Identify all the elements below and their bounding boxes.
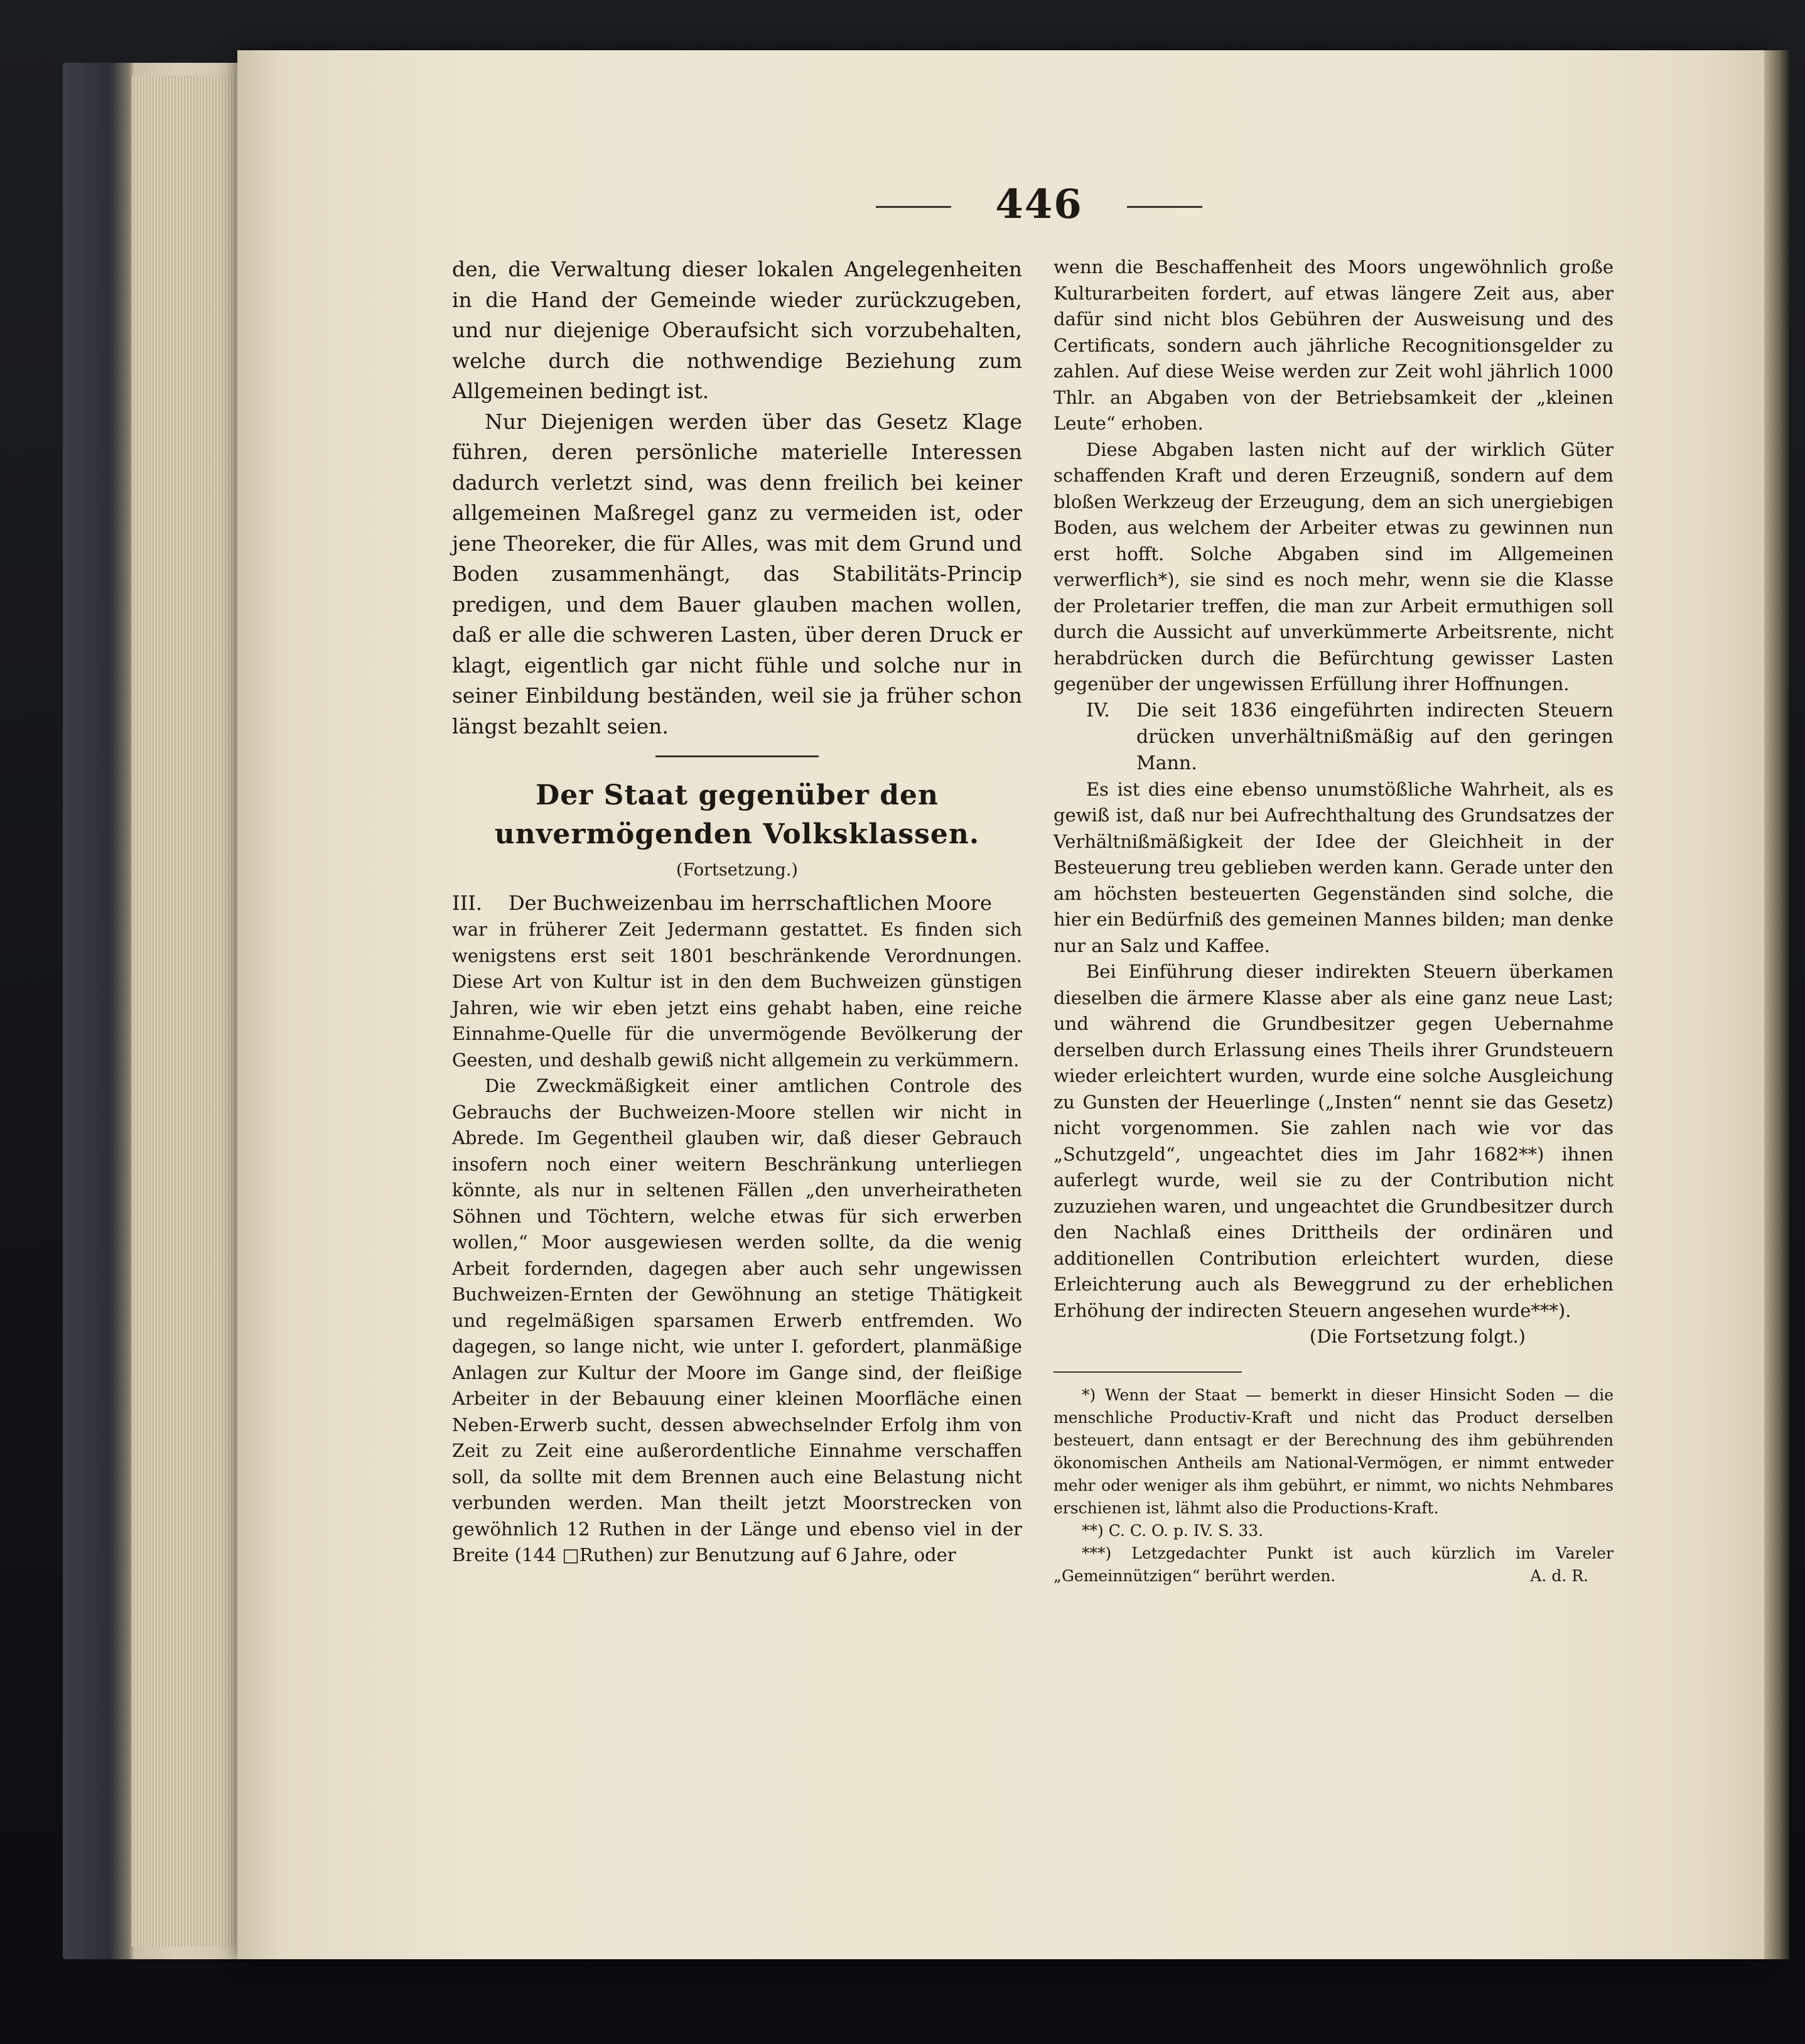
continuation-note: (Die Fortsetzung folgt.) bbox=[1309, 1326, 1526, 1347]
paragraph: wenn die Beschaffenheit des Moors ungewöhnlich große Kulturarbeiten fordert, auf etwas längere Zeit aus, aber dafür sind nicht blos Gebühren der Ausweisung und des Certificats, sondern auch jährliche Recognitionsgelder zu zahlen. Auf diese Weise werden zur Zeit wohl jährlich 1000 Thlr. an Abgaben von der Betriebsamkeit der „kleinen Leute“ erhoben. bbox=[1053, 256, 1614, 434]
page-number: 446 bbox=[995, 181, 1083, 228]
footnote: **) C. C. O. p. IV. S. 33. bbox=[1082, 1521, 1264, 1540]
section-separator bbox=[655, 755, 819, 757]
book-right-edge bbox=[1764, 50, 1789, 1959]
intro-text bbox=[452, 254, 1022, 742]
footnote bbox=[1053, 1542, 1614, 1587]
paragraph: Diese Abgaben lasten nicht auf der wirklich Güter schaffenden Kraft und deren Erzeugniß, sondern auf dem bloßen Werkzeug der Erzeugung, dem an sich unergiebigen Boden, aus welchem der Arbeiter etwas zu gewinnen nun erst hofft. Solche Abgaben sind im Allgemeinen verwerflich*), sie sind es noch mehr, wenn sie die Klasse der Proletarier treffen, die man zur Arbeit ermuthigen soll durch die Aussicht auf unverkümmerte Arbeitsrente, nicht herabdrücken durch die Befürchtung gewisser Lasten gegenüber der ungewissen Erfüllung ihrer Hoffnungen. bbox=[1053, 438, 1614, 695]
paragraph: Die Zweckmäßigkeit einer amtlichen Controle des Gebrauchs der Buchweizen-Moore stellen wir nicht in Abrede. Im Gegentheil glauben wir, daß dieser Gebrauch insofern noch einer weitern Beschränkung unterliegen könnte, als nur in seltenen Fällen „den unverheiratheten Söhnen und Töchtern, welche etwas für sich erwerben wollen,“ Moor ausgewiesen werden sollte, da die wenig Arbeit fordernden, dagegen aber auch sehr ungewissen Buchweizen-Ernten der Gewöhnung an stetige Thätigkeit und regelmäßigen sparsamen Erwerb entfremden. Wo dagegen, so lange nicht, wie unter I. gefordert, planmäßige Anlagen zur Kultur der Moore im Gange sind, der fleißige Arbeiter in der Bebauung einer kleinen Moorfläche einen Neben-Erwerb sucht, dessen abwechselnder Erfolg ihm von Zeit zu Zeit eine außerordentliche Einnahme verschaffen soll, da sollte mit dem Brennen auch eine Belastung nicht verbunden werden. Man theilt jetzt Moorstrecken von gewöhnlich 12 Ruthen in der Länge und ebenso viel in der Breite (144 □Ruthen) zur Benutzung auf 6 Jahre, oder bbox=[452, 1075, 1022, 1565]
paragraph: Bei Einführung dieser indirekten Steuern überkamen dieselben die ärmere Klasse aber als eine ganz neue Last; und während die Grundbesitzer gegen Uebernahme derselben durch Erlassung eines Theils ihrer Grundsteuern wieder erleichtert wurden, wurde eine solche Ausgleichung zu Gunsten der Heuerlinge („Insten“ nennt sie das Gesetz) nicht vorgenommen. Sie zahlen nach wie vor das „Schutzgeld“, ungeachtet dies im Jahr 1682**) ihnen auferlegt wurde, weil sie zu der Contribution nicht zuzuziehen waren, und ungeachtet die Grundbesitzer durch den Nachlaß eines Drittheils der ordinären und additionellen Contribution erleichtert wurden, diese Erleichterung auch als Beweggrund zu der erheblichen Erhöhung der indirecten Steuern angesehen wurde***). bbox=[1053, 961, 1614, 1321]
left-column bbox=[452, 254, 1022, 1569]
paragraph: Es ist dies eine ebenso unumstößliche Wahrheit, als es gewiß ist, daß nur bei Aufrechthaltung des Grundsatzes der Verhältnißmäßigkeit der Idee der Gleichheit in der Besteuerung treu geblieben werden kann. Gerade unter den am höchsten besteuerten Gegenständen sind solche, die hier ein Bedürfniß des gemeinen Mannes bilden; man denke nur an Salz und Kaffee. bbox=[1053, 778, 1614, 956]
footnote-signature: A. d. R. bbox=[1530, 1566, 1588, 1585]
footnote-rule bbox=[1053, 1371, 1242, 1373]
article-title: Der Staat gegenüber den unvermögenden Volksklassen. bbox=[494, 779, 980, 850]
footnote-text: ***) Letzgedachter Punkt ist auch kürzlich im Vareler „Gemeinnützigen“ berührt werden. bbox=[1053, 1544, 1614, 1585]
section-heading-iii bbox=[452, 889, 1022, 917]
footnote: *) Wenn der Staat — bemerkt in dieser Hinsicht Soden — die menschliche Productiv-Kraft und nicht das Product derselben besteuert, dann entsagt er der Berechnung des ihm gebührenden ökonomischen Antheils am National-Vermögen, er nimmt entweder mehr oder weniger als ihm gebührt, er nimmt, wo nichts Nehmbares erschienen ist, lähmt also die Productions-Kraft. bbox=[1053, 1385, 1614, 1517]
section-number: III. bbox=[452, 891, 483, 915]
section-heading-text: Die seit 1836 eingeführten indirecten Steuern drücken unverhältnißmäßig auf den geringen Mann. bbox=[1136, 699, 1614, 774]
right-text-1 bbox=[1053, 254, 1614, 698]
book-left-page-stack bbox=[63, 63, 251, 1959]
page-edges bbox=[132, 75, 251, 1947]
header-rule-right bbox=[1127, 206, 1202, 208]
footnotes bbox=[1053, 1384, 1614, 1587]
section-number: IV. bbox=[1086, 699, 1110, 722]
right-text-2 bbox=[1053, 777, 1614, 1350]
article-subtitle: (Fortsetzung.) bbox=[676, 860, 798, 880]
right-column bbox=[1053, 254, 1614, 1587]
paragraph: Nur Diejenigen werden über das Gesetz Klage führen, deren persönliche materielle Interessen dadurch verletzt sind, was denn freilich bei keiner allgemeinen Maßregel ganz zu vermeiden ist, oder jene Theoreker, die für Alles, was mit dem Grund und Boden zusammenhängt, das Stabilitäts-Princip predigen, und dem Bauer glauben machen wollen, daß er alle die schweren Lasten, über deren Druck er klagt, eigentlich gar nicht fühle und solche nur in seiner Einbildung beständen, weil sie ja früher schon längst bezahlt seien. bbox=[452, 409, 1022, 738]
paragraph: den, die Verwaltung dieser lokalen Angelegenheiten in die Hand der Gemeinde wieder zurückzugeben, und nur diejenige Oberaufsicht sich vorzubehalten, welche durch die nothwendige Beziehung zum Allgemeinen bedingt ist. bbox=[452, 257, 1022, 403]
section-iii-text bbox=[452, 917, 1022, 1569]
section-heading-text: Der Buchweizenbau im herrschaftlichen Moore bbox=[509, 891, 992, 915]
paragraph: war in früherer Zeit Jedermann gestattet. Es finden sich wenigstens erst seit 1801 beschränkende Verordnungen. Diese Art von Kultur ist in den dem Buchweizen günstigen Jahren, wie wir eben jetzt eins gehabt haben, eine reiche Einnahme-Quelle für die unvermögende Bevölkerung der Geesten, und deshalb gewiß nicht allgemein zu verkümmern. bbox=[452, 919, 1022, 1071]
page-header bbox=[876, 181, 1202, 228]
section-heading-iv bbox=[1053, 698, 1614, 777]
